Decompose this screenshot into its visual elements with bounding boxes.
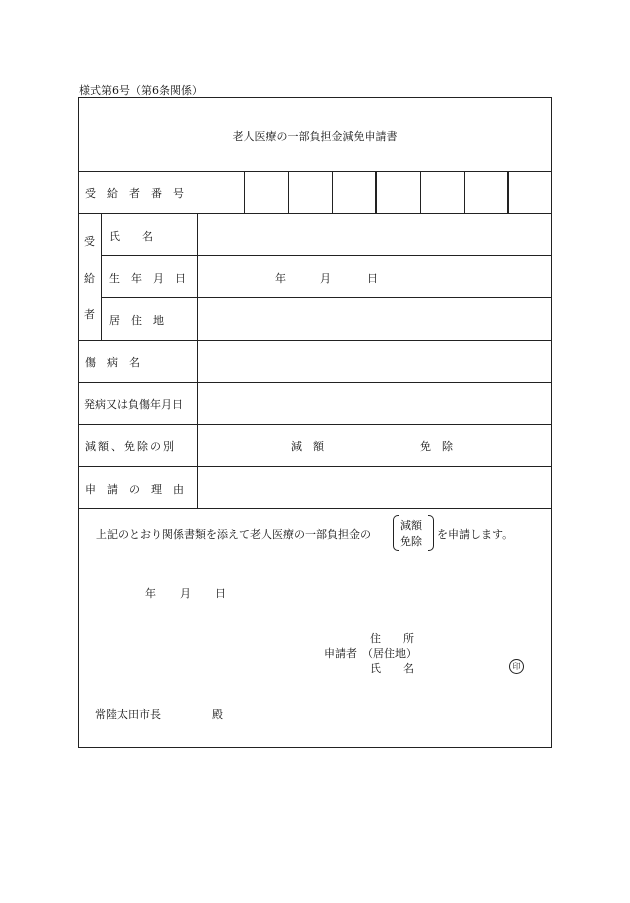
statement-suffix: を申請します。 — [437, 528, 514, 541]
divider — [78, 382, 552, 383]
name-label: 氏 名 — [109, 230, 153, 243]
divider — [197, 213, 198, 508]
bracket-left — [393, 515, 399, 551]
recipient-number-label — [85, 185, 237, 201]
divider — [78, 171, 552, 172]
onset-date-label: 発病又は負傷年月日 — [84, 398, 183, 411]
applicant-label: 申請者 — [324, 647, 357, 660]
number-box-divider — [375, 171, 377, 213]
residence-paren-label: （居住地） — [362, 647, 417, 660]
number-box-divider — [332, 171, 333, 213]
applicant-name-label: 氏 名 — [370, 662, 414, 675]
divider — [101, 255, 552, 256]
number-box-divider — [464, 171, 465, 213]
birthdate-label: 生 年 月 日 — [109, 272, 186, 285]
exemption-option: 免 除 — [420, 440, 453, 453]
illness-name-label: 傷 病 名 — [85, 356, 140, 369]
seal-mark: 印 — [509, 659, 524, 674]
reduction-option: 減 額 — [291, 440, 324, 453]
number-box-divider — [420, 171, 421, 213]
number-box-divider — [288, 171, 289, 213]
date-year: 年 — [145, 587, 156, 600]
birthdate-year: 年 — [275, 272, 286, 285]
reason-label: 申 請 の 理 由 — [85, 483, 184, 496]
divider — [101, 297, 552, 298]
divider — [101, 213, 102, 340]
recipient-vertical-3: 者 — [84, 308, 95, 321]
statement-prefix: 上記のとおり関係書類を添えて老人医療の一部負担金の — [96, 528, 371, 541]
number-box-divider — [244, 171, 245, 213]
residence-label: 居 住 地 — [109, 314, 164, 327]
honorific-label: 殿 — [212, 708, 223, 721]
statement-option-bottom: 免除 — [400, 535, 422, 548]
date-day: 日 — [215, 587, 226, 600]
birthdate-month: 月 — [320, 272, 331, 285]
recipient-number-label-text: 受 給 者 番 号 — [85, 187, 184, 200]
birthdate-day: 日 — [367, 272, 378, 285]
form-number: 様式第6号（第6条関係） — [79, 84, 203, 97]
divider — [78, 466, 552, 467]
recipient-vertical-2: 給 — [84, 272, 95, 285]
divider — [78, 340, 552, 341]
mayor-label: 常陸太田市長 — [95, 708, 161, 721]
divider — [78, 213, 552, 214]
recipient-vertical-1: 受 — [84, 235, 95, 248]
date-month: 月 — [180, 587, 191, 600]
form-title: 老人医療の一部負担金減免申請書 — [232, 130, 398, 143]
bracket-right — [428, 515, 434, 551]
divider — [78, 508, 552, 509]
address-label: 住 所 — [370, 632, 414, 645]
number-box-divider — [507, 171, 509, 213]
divider — [78, 424, 552, 425]
statement-option-top: 減額 — [400, 519, 422, 532]
reduction-type-label: 減額、免除の別 — [85, 440, 176, 453]
